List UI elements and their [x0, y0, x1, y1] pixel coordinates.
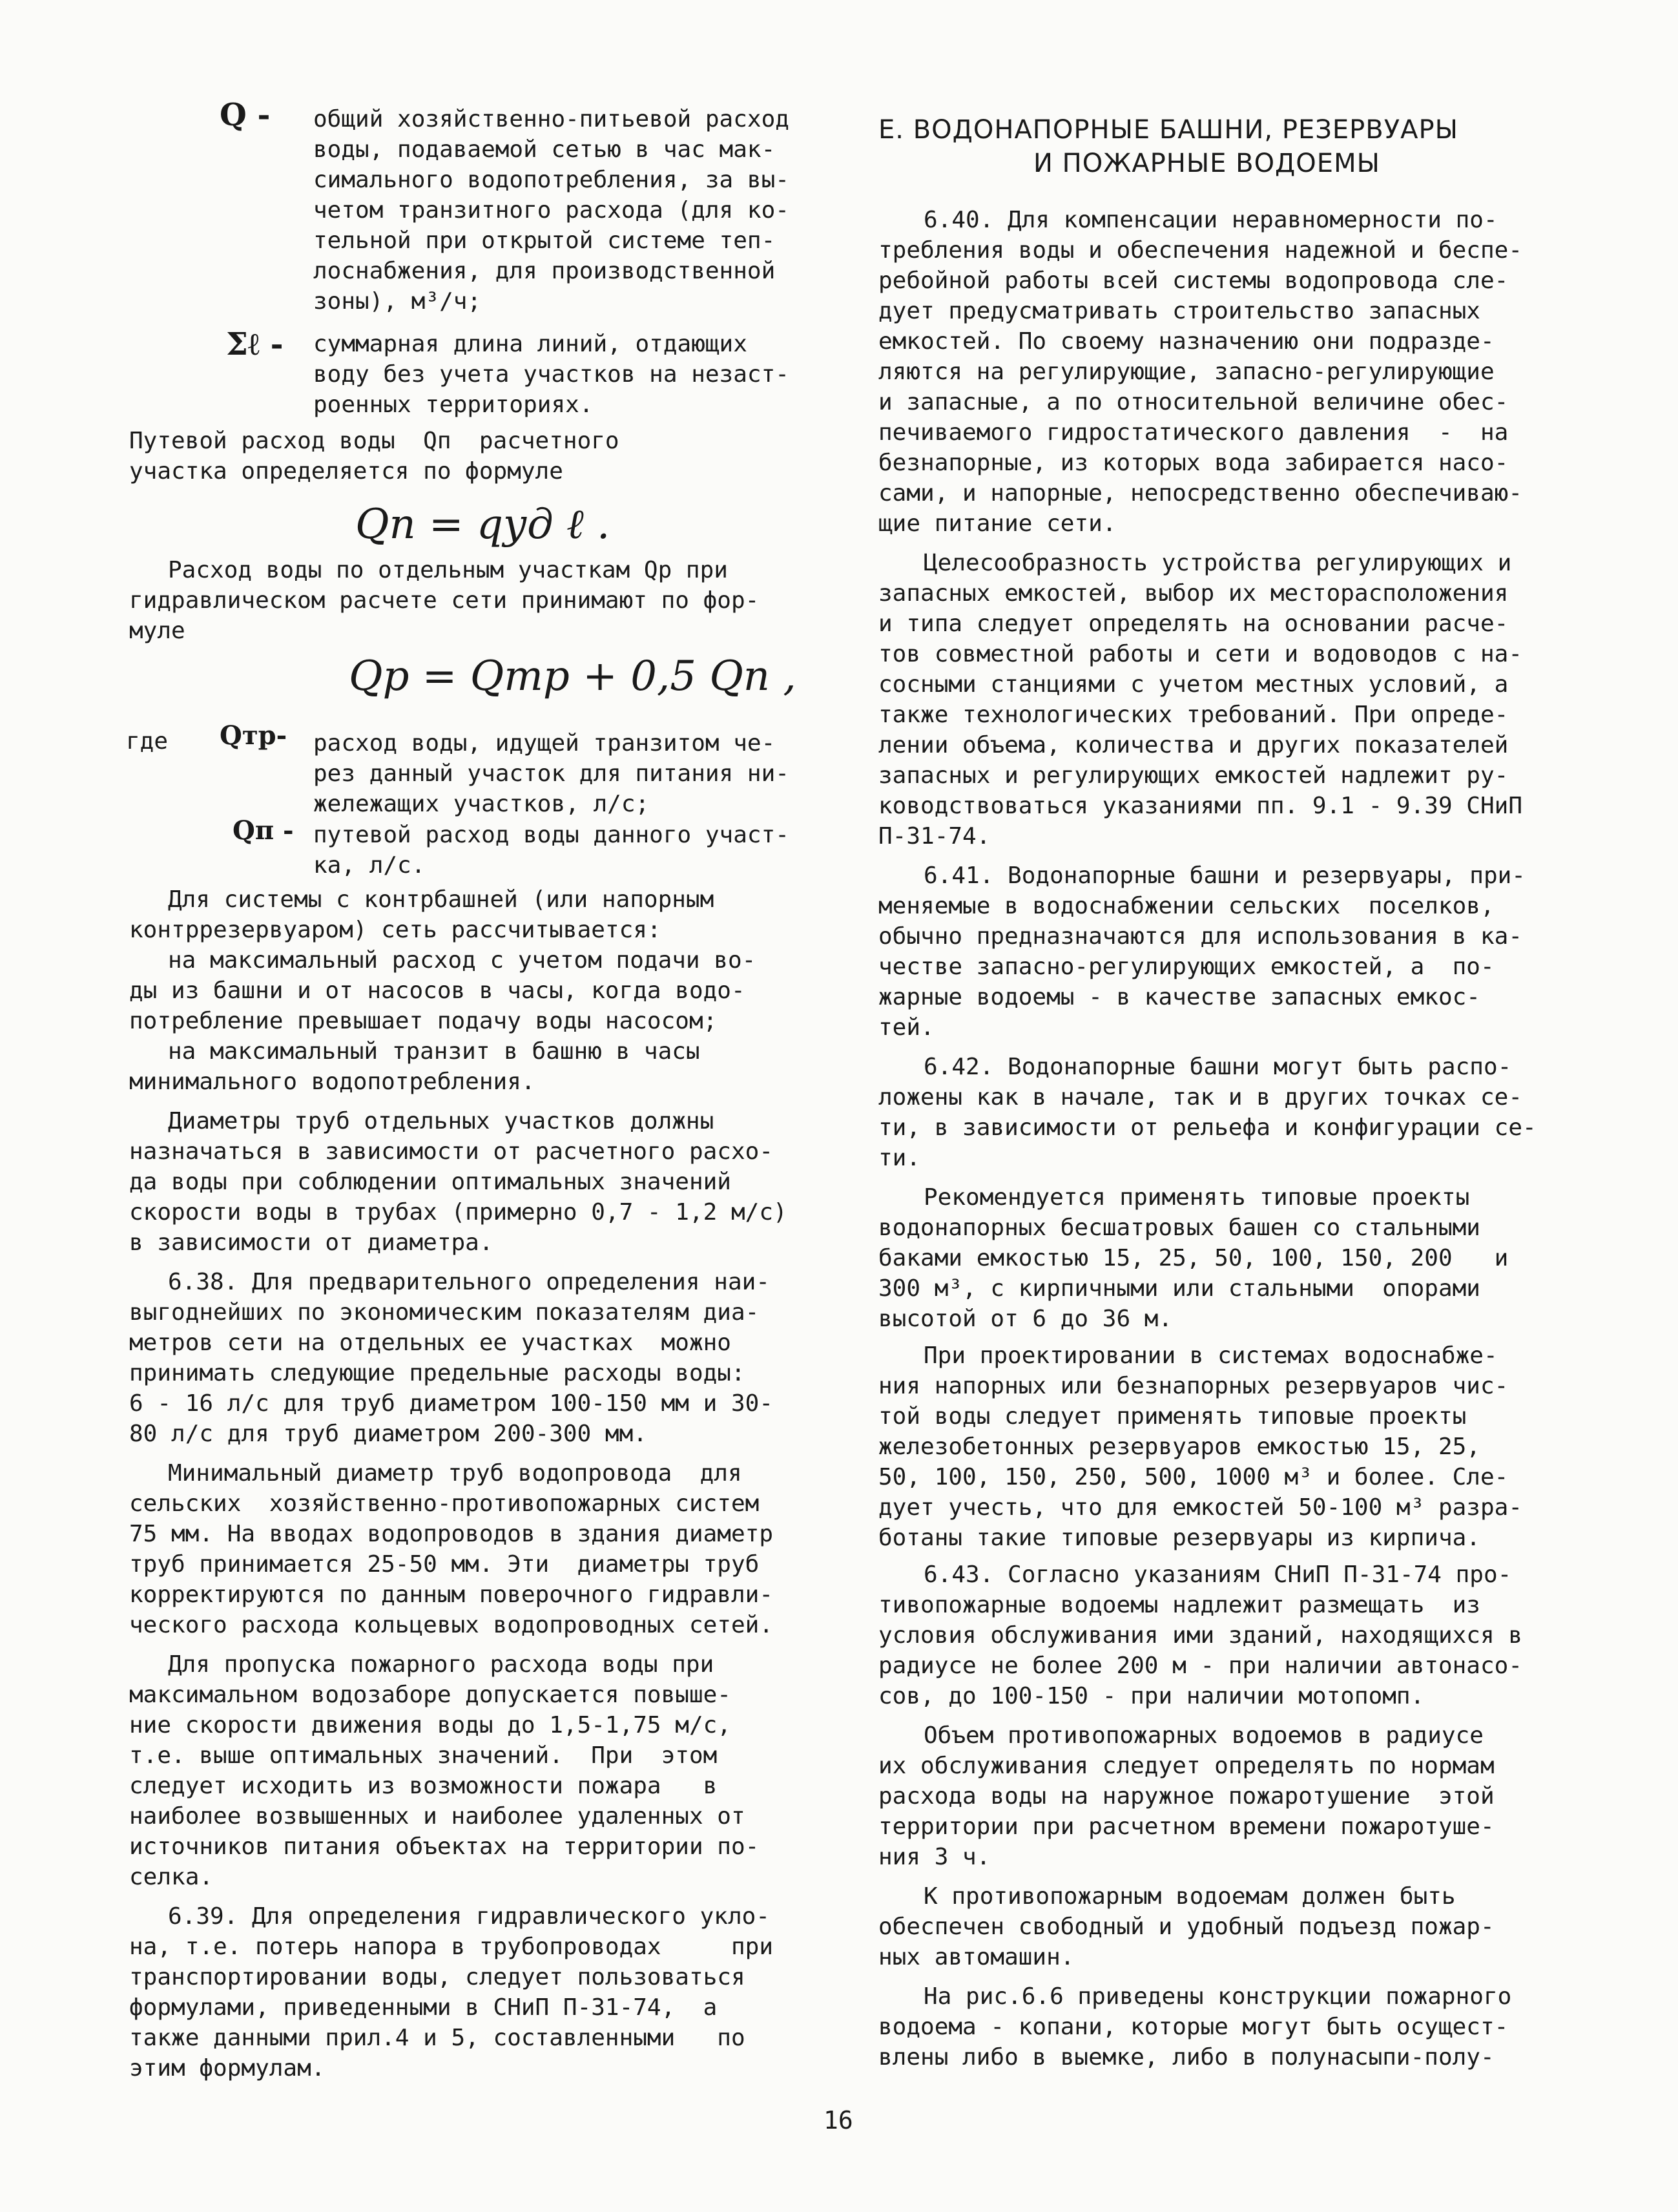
text-line: радиусе не более 200 м - при наличии автонасо-	[878, 1653, 1522, 1679]
text-line: При проектировании в системах водоснабже-	[924, 1342, 1498, 1369]
text-line: честве запасно-регулирующих емкостей, а по-	[878, 954, 1495, 980]
definition-line: симального водопотребления, за вы-	[313, 167, 789, 193]
text-line: тей.	[878, 1014, 935, 1041]
definition-line: рез данный участок для питания ни-	[313, 760, 789, 787]
text-line: К противопожарным водоемам должен быть	[924, 1883, 1456, 1910]
text-line: безнапорные, из которых вода забирается насо-	[878, 450, 1509, 476]
text-line: расхода воды на наружное пожаротушение этой	[878, 1783, 1495, 1810]
text-line: Рекомендуется применять типовые проекты	[924, 1184, 1470, 1211]
text-line: ческого расхода кольцевых водопроводных сетей.	[129, 1612, 773, 1638]
text-line: запасных емкостей, выбор их месторасположения	[878, 580, 1509, 607]
text-line: Для пропуска пожарного расхода воды при	[168, 1651, 714, 1678]
text-line: влены либо в выемке, либо в полунасыпи-полу-	[878, 2044, 1495, 2071]
text-line: ния 3 ч.	[878, 1844, 991, 1870]
text-line: ти.	[878, 1145, 921, 1171]
text-line: 6.39. Для определения гидравлического укло-	[168, 1903, 770, 1930]
text-line: территории при расчетном времени пожаротуше-	[878, 1813, 1495, 1840]
text-line: той воды следует применять типовые проекты	[878, 1403, 1467, 1430]
text-line: обычно предназначаются для использования в ка-	[878, 923, 1522, 950]
text-line: 50, 100, 150, 250, 500, 1000 м³ и более. Сле-	[878, 1464, 1509, 1490]
text-line: 75 мм. На вводах водопроводов в здания диаметр	[129, 1521, 773, 1547]
text-line: корректируются по данным поверочного гидравли-	[129, 1581, 773, 1608]
text-line: ды из башни и от насосов в часы, когда водо-	[129, 977, 745, 1004]
symbol-q-path: Qп -	[233, 815, 294, 846]
text-line: минимального водопотребления.	[129, 1069, 535, 1095]
text-line: гидравлическом расчете сети принимают по фор-	[129, 587, 760, 614]
text-line: следует исходить из возможности пожара в	[129, 1773, 718, 1799]
text-line: этим формулам.	[129, 2055, 326, 2082]
text-line: также данными прил.4 и 5, составленными по	[129, 2025, 745, 2051]
definition-line: жележащих участков, л/с;	[313, 791, 650, 817]
definition-line: расход воды, идущей транзитом че-	[313, 730, 776, 756]
text-line: и типа следует определять на основании расче-	[878, 610, 1509, 637]
text-line: формулами, приведенными в СНиП П-31-74, а	[129, 1994, 718, 2021]
text-line: и запасные, а по относительной величине обес-	[878, 389, 1509, 415]
text-line: 6.41. Водонапорные башни и резервуары, при-	[924, 862, 1526, 889]
text-line: максимальном водозаборе допускается повыше-	[129, 1682, 731, 1708]
text-line: высотой от 6 до 36 м.	[878, 1306, 1173, 1332]
text-line: Расход воды по отдельным участкам Qр при	[168, 557, 728, 583]
text-line: скорости воды в трубах (примерно 0,7 - 1,2 м/с)	[129, 1199, 787, 1226]
text-line: условия обслуживания ими зданий, находящихся в	[878, 1622, 1522, 1649]
text-line: 6.40. Для компенсации неравномерности по-	[924, 207, 1498, 233]
definition-line: четом транзитного расхода (для ко-	[313, 197, 789, 224]
text-line: тивопожарные водоемы надлежит размещать из	[878, 1592, 1480, 1618]
text-line: емкостей. По своему назначению они подразде-	[878, 328, 1495, 355]
definition-line: путевой расход воды данного участ-	[313, 822, 789, 848]
text-line: где	[126, 728, 169, 755]
text-line: транспортировании воды, следует пользоваться	[129, 1964, 745, 1990]
text-line: потребление превышает подачу воды насосом;	[129, 1008, 718, 1034]
text-line: лении объема, количества и других показателей	[878, 732, 1509, 758]
definition-line: роенных территориях.	[313, 391, 594, 418]
text-line: сосными станциями с учетом местных условий, а	[878, 671, 1509, 698]
text-line: участка определяется по формуле	[129, 458, 563, 485]
text-line: водонапорных бесшатровых башен со стальными	[878, 1215, 1480, 1241]
text-line: ния напорных или безнапорных резервуаров чис-	[878, 1373, 1509, 1399]
text-line: труб принимается 25-50 мм. Эти диаметры труб	[129, 1551, 760, 1578]
text-line: метров сети на отдельных ее участках можно	[129, 1330, 731, 1356]
definition-line: воду без учета участков на незаст-	[313, 361, 789, 388]
text-line: На рис.6.6 приведены конструкции пожарного	[924, 1983, 1512, 2010]
definition-line: суммарная длина линий, отдающих	[313, 331, 747, 357]
text-line: 300 м³, с кирпичными или стальными опорами	[878, 1275, 1480, 1302]
symbol-q: Q -	[220, 97, 271, 133]
text-line: ние скорости движения воды до 1,5-1,75 м/с,	[129, 1712, 731, 1738]
text-line: Для системы с контрбашней (или напорным	[168, 886, 714, 913]
text-line: 6.38. Для предварительного определения наи-	[168, 1269, 770, 1295]
text-line: муле	[129, 618, 185, 644]
text-line: в зависимости от диаметра.	[129, 1229, 493, 1256]
text-line: водоема - копани, которые могут быть осущест-	[878, 2014, 1509, 2040]
text-line: выгоднейших по экономическим показателям диа-	[129, 1299, 760, 1326]
text-line: т.е. выше оптимальных значений. При этом	[129, 1742, 718, 1769]
text-line: ложены как в начале, так и в других точках се-	[878, 1084, 1522, 1111]
definition-line: ка, л/с.	[313, 852, 426, 879]
text-line: ботаны такие типовые резервуары из кирпича.	[878, 1525, 1480, 1551]
text-line: назначаться в зависимости от расчетного расхо-	[129, 1138, 773, 1165]
text-line: дует предусматривать строительство запасных	[878, 298, 1480, 324]
definition-line: зоны), м³/ч;	[313, 288, 482, 315]
text-line: ляются на регулирующие, запасно-регулирующие	[878, 359, 1495, 385]
text-line: контррезервуаром) сеть рассчитывается:	[129, 917, 661, 943]
section-heading: И ПОЖАРНЫЕ ВОДОЕМЫ	[1033, 149, 1380, 178]
symbol-q-transit: Qтр-	[220, 720, 287, 751]
text-line: на, т.е. потерь напора в трубопроводах при	[129, 1934, 773, 1960]
text-line: ных автомашин.	[878, 1944, 1075, 1970]
text-line: печиваемого гидростатического давления - на	[878, 419, 1509, 446]
text-line: также технологических требований. При опреде-	[878, 702, 1509, 728]
text-line: баками емкостью 15, 25, 50, 100, 150, 200 и	[878, 1245, 1509, 1271]
symbol-sum-l: Σℓ -	[226, 326, 284, 362]
text-line: Объем противопожарных водоемов в радиусе	[924, 1722, 1484, 1749]
formula-section-flow: Qр = Qтр + 0,5 Qп ,	[349, 652, 796, 700]
text-line: на максимальный расход с учетом подачи во-	[168, 947, 756, 974]
text-line: принимать следующие предельные расходы воды:	[129, 1360, 745, 1386]
text-line: да воды при соблюдении оптимальных значений	[129, 1169, 731, 1195]
text-line: П-31-74.	[878, 823, 991, 850]
text-line: ти, в зависимости от рельефа и конфигурации се-	[878, 1114, 1537, 1141]
definition-line: лоснабжения, для производственной	[313, 258, 776, 284]
text-line: 80 л/с для труб диаметром 200-300 мм.	[129, 1421, 647, 1447]
text-line: Целесообразность устройства регулирующих и	[924, 550, 1512, 576]
text-line: жарные водоемы - в качестве запасных емкос-	[878, 984, 1480, 1010]
text-line: запасных и регулирующих емкостей надлежит ру-	[878, 762, 1509, 789]
page-number: 16	[823, 2106, 853, 2134]
text-line: ководствоваться указаниями пп. 9.1 - 9.39 СНиП	[878, 793, 1522, 819]
text-line: селка.	[129, 1864, 214, 1890]
text-line: 6.42. Водонапорные башни могут быть распо-	[924, 1054, 1512, 1080]
formula-path-flow: Qп = qуд ℓ .	[355, 501, 610, 548]
text-line: на максимальный транзит в башню в часы	[168, 1038, 700, 1065]
section-heading: Е. ВОДОНАПОРНЫЕ БАШНИ, РЕЗЕРВУАРЫ	[878, 115, 1458, 145]
text-line: сами, и напорные, непосредственно обеспечиваю-	[878, 480, 1522, 506]
text-line: требления воды и обеспечения надежной и беспе-	[878, 237, 1522, 264]
text-line: их обслуживания следует определять по нормам	[878, 1753, 1495, 1779]
text-line: щие питание сети.	[878, 510, 1117, 537]
text-line: Минимальный диаметр труб водопровода для	[168, 1460, 742, 1487]
text-line: наиболее возвышенных и наиболее удаленных от	[129, 1803, 745, 1830]
text-line: 6 - 16 л/с для труб диаметром 100-150 мм и 30-	[129, 1390, 773, 1417]
text-line: ребойной работы всей системы водопровода сле-	[878, 267, 1509, 294]
text-line: 6.43. Согласно указаниям СНиП П-31-74 про-	[924, 1561, 1512, 1588]
text-line: Диаметры труб отдельных участков должны	[168, 1108, 714, 1134]
text-line: железобетонных резервуаров емкостью 15, 25,	[878, 1434, 1480, 1460]
definition-line: тельной при открытой системе теп-	[313, 227, 776, 254]
text-line: источников питания объектах на территории по-	[129, 1833, 760, 1860]
text-line: дует учесть, что для емкостей 50-100 м³ разра-	[878, 1494, 1522, 1521]
text-line: меняемые в водоснабжении сельских поселков,	[878, 893, 1495, 919]
text-line: сов, до 100-150 - при наличии мотопомп.	[878, 1683, 1425, 1709]
text-line: тов совместной работы и сети и водоводов с на-	[878, 641, 1522, 667]
definition-line: общий хозяйственно-питьевой расход	[313, 106, 789, 132]
text-line: Путевой расход воды Qп расчетного	[129, 428, 619, 454]
definition-line: воды, подаваемой сетью в час мак-	[313, 136, 776, 163]
text-line: обеспечен свободный и удобный подъезд пожар-	[878, 1914, 1495, 1940]
text-line: сельских хозяйственно-противопожарных систем	[129, 1490, 760, 1517]
